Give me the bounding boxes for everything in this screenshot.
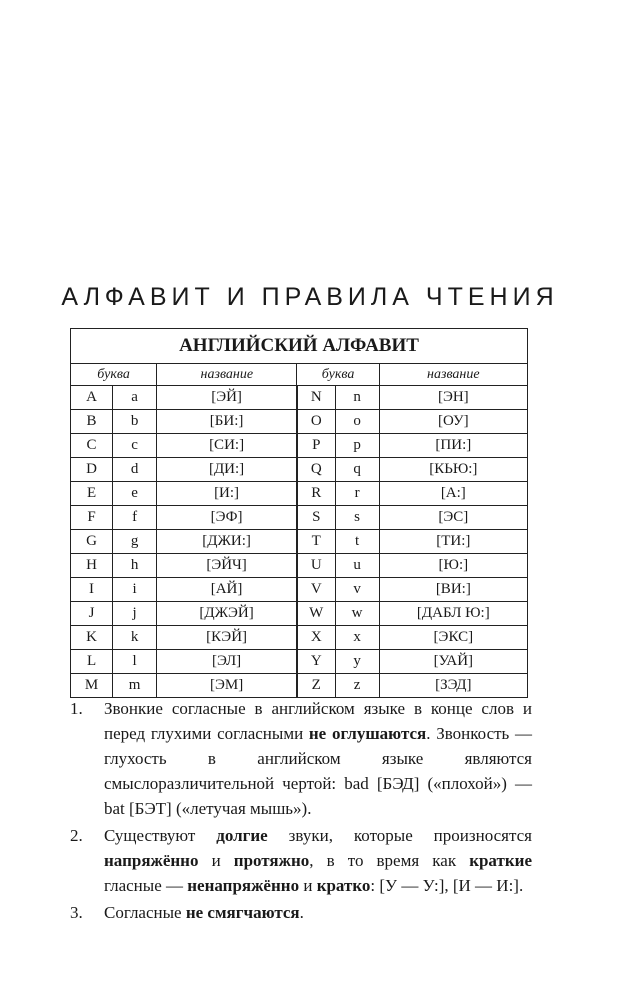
- table-row: [71, 554, 528, 578]
- uppercase-letter: E: [71, 482, 113, 506]
- uppercase-letter: T: [297, 530, 335, 554]
- uppercase-letter: K: [71, 626, 113, 650]
- table-row: [71, 458, 528, 482]
- uppercase-letter: W: [297, 602, 335, 626]
- rule-text: и: [299, 876, 317, 895]
- letter-name: [ЭКС]: [379, 626, 527, 650]
- lowercase-letter: t: [335, 530, 379, 554]
- rule-text: : [У — У:], [И — И:].: [370, 876, 524, 895]
- rule-text: гласные —: [104, 876, 188, 895]
- rule-emphasis: ненапряжённо: [187, 876, 300, 895]
- reading-rules-list: [70, 696, 532, 927]
- uppercase-letter: I: [71, 578, 113, 602]
- letter-name: [ДЖИ:]: [157, 530, 297, 554]
- table-row: [71, 626, 528, 650]
- uppercase-letter: X: [297, 626, 335, 650]
- header-name-right: название: [379, 364, 527, 386]
- letter-name: [ЭФ]: [157, 506, 297, 530]
- rule-emphasis: не оглушаются: [308, 724, 427, 743]
- rule-text: Согласные: [104, 903, 186, 922]
- rule-item: [70, 900, 532, 925]
- lowercase-letter: y: [335, 650, 379, 674]
- header-name-left: название: [157, 364, 297, 386]
- uppercase-letter: L: [71, 650, 113, 674]
- lowercase-letter: l: [113, 650, 157, 674]
- letter-name: [ДЖЭЙ]: [157, 602, 297, 626]
- alphabet-table-body: [71, 386, 528, 698]
- letter-name: [ЗЭД]: [379, 674, 527, 698]
- table-row: [71, 650, 528, 674]
- lowercase-letter: h: [113, 554, 157, 578]
- uppercase-letter: P: [297, 434, 335, 458]
- lowercase-letter: n: [335, 386, 379, 410]
- rule-emphasis: напряжённо: [104, 851, 199, 870]
- letter-name: [ДАБЛ Ю:]: [379, 602, 527, 626]
- table-row: [71, 602, 528, 626]
- lowercase-letter: o: [335, 410, 379, 434]
- table-row: [71, 386, 528, 410]
- table-row: [71, 530, 528, 554]
- lowercase-letter: z: [335, 674, 379, 698]
- uppercase-letter: S: [297, 506, 335, 530]
- uppercase-letter: M: [71, 674, 113, 698]
- rule-emphasis: долгие: [216, 826, 268, 845]
- letter-name: [И:]: [157, 482, 297, 506]
- letter-name: [ЭН]: [379, 386, 527, 410]
- letter-name: [СИ:]: [157, 434, 297, 458]
- letter-name: [КЭЙ]: [157, 626, 297, 650]
- lowercase-letter: g: [113, 530, 157, 554]
- lowercase-letter: j: [113, 602, 157, 626]
- rule-number: 2.: [70, 826, 83, 845]
- rule-number: 1.: [70, 699, 83, 718]
- table-row: [71, 674, 528, 698]
- letter-name: [БИ:]: [157, 410, 297, 434]
- rule-item: [70, 696, 532, 821]
- table-row: [71, 506, 528, 530]
- lowercase-letter: x: [335, 626, 379, 650]
- page-title: АЛФАВИТ И ПРАВИЛА ЧТЕНИЯ: [61, 282, 559, 311]
- uppercase-letter: Z: [297, 674, 335, 698]
- uppercase-letter: V: [297, 578, 335, 602]
- table-row: [71, 434, 528, 458]
- lowercase-letter: u: [335, 554, 379, 578]
- rule-emphasis: кратко: [316, 876, 371, 895]
- lowercase-letter: k: [113, 626, 157, 650]
- lowercase-letter: i: [113, 578, 157, 602]
- rule-text: .: [299, 903, 304, 922]
- rule-text: звуки, которые произносятся: [267, 826, 532, 845]
- letter-name: [УАЙ]: [379, 650, 527, 674]
- lowercase-letter: a: [113, 386, 157, 410]
- lowercase-letter: c: [113, 434, 157, 458]
- header-letter-right: буква: [297, 364, 379, 386]
- uppercase-letter: U: [297, 554, 335, 578]
- rule-emphasis: протяжно: [233, 851, 310, 870]
- letter-name: [ЭЙЧ]: [157, 554, 297, 578]
- rule-text: и: [198, 851, 234, 870]
- table-row: [71, 578, 528, 602]
- rule-text: Существуют: [104, 826, 217, 845]
- rule-text: . Звонкость — глухость в английском языке являются смыслоразличительной чертой: bad [БЭД] («плохой») — bat [БЭТ] («летучая мышь»).: [104, 724, 533, 818]
- uppercase-letter: C: [71, 434, 113, 458]
- lowercase-letter: r: [335, 482, 379, 506]
- lowercase-letter: w: [335, 602, 379, 626]
- letter-name: [КЬЮ:]: [379, 458, 527, 482]
- rule-number: 3.: [70, 903, 83, 922]
- uppercase-letter: N: [297, 386, 335, 410]
- letter-name: [ЭЙ]: [157, 386, 297, 410]
- uppercase-letter: F: [71, 506, 113, 530]
- lowercase-letter: p: [335, 434, 379, 458]
- uppercase-letter: J: [71, 602, 113, 626]
- alphabet-table: [70, 328, 528, 698]
- lowercase-letter: d: [113, 458, 157, 482]
- header-letter-left: буква: [71, 364, 157, 386]
- uppercase-letter: G: [71, 530, 113, 554]
- uppercase-letter: Q: [297, 458, 335, 482]
- rule-emphasis: краткие: [469, 851, 532, 870]
- letter-name: [ЭЛ]: [157, 650, 297, 674]
- table-caption: АНГЛИЙСКИЙ АЛФАВИТ: [71, 329, 528, 364]
- table-row: [71, 482, 528, 506]
- uppercase-letter: O: [297, 410, 335, 434]
- letter-name: [ОУ]: [379, 410, 527, 434]
- letter-name: [АЙ]: [157, 578, 297, 602]
- lowercase-letter: m: [113, 674, 157, 698]
- letter-name: [ПИ:]: [379, 434, 527, 458]
- uppercase-letter: Y: [297, 650, 335, 674]
- letter-name: [Ю:]: [379, 554, 527, 578]
- lowercase-letter: f: [113, 506, 157, 530]
- lowercase-letter: b: [113, 410, 157, 434]
- uppercase-letter: B: [71, 410, 113, 434]
- letter-name: [ТИ:]: [379, 530, 527, 554]
- lowercase-letter: e: [113, 482, 157, 506]
- letter-name: [ЭМ]: [157, 674, 297, 698]
- letter-name: [А:]: [379, 482, 527, 506]
- lowercase-letter: q: [335, 458, 379, 482]
- lowercase-letter: v: [335, 578, 379, 602]
- letter-name: [ВИ:]: [379, 578, 527, 602]
- letter-name: [ЭС]: [379, 506, 527, 530]
- rule-text: Звонкие согласные в английском языке в конце слов и перед глухими согласными: [104, 699, 532, 743]
- rule-item: [70, 823, 532, 898]
- uppercase-letter: D: [71, 458, 113, 482]
- table-row: [71, 410, 528, 434]
- uppercase-letter: R: [297, 482, 335, 506]
- uppercase-letter: A: [71, 386, 113, 410]
- lowercase-letter: s: [335, 506, 379, 530]
- rule-text: , в то время как: [309, 851, 470, 870]
- letter-name: [ДИ:]: [157, 458, 297, 482]
- rule-emphasis: не смягчаются: [185, 903, 300, 922]
- uppercase-letter: H: [71, 554, 113, 578]
